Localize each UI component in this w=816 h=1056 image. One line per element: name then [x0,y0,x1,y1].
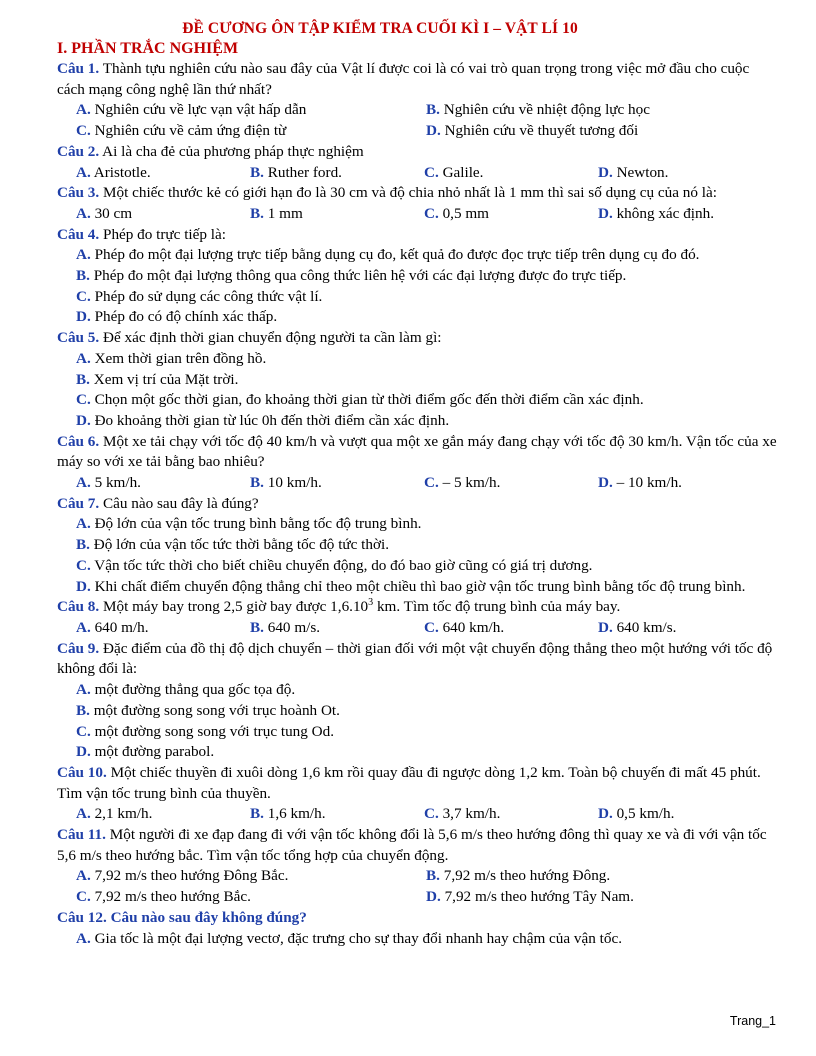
option-c: C. 640 km/h. [424,618,505,636]
option-b: B. một đường song song với trục hoành Ot. [76,701,340,719]
question-7 [57,494,777,515]
option-b: B. Ruther ford. [250,163,342,181]
option-d: D. không xác định. [598,204,714,222]
question-number: Câu 4. [57,225,100,243]
question-number: Câu 1. [57,60,100,77]
question-4 [57,225,777,246]
options-row [57,473,777,494]
question-number: Câu 10. [57,763,107,781]
page-number: Trang_1 [729,1014,776,1028]
question-6 [57,432,777,473]
question-3 [57,183,777,204]
option-c: C. 0,5 mm [424,204,489,222]
options-row [57,100,777,121]
options-row [57,163,777,184]
option-c: C. Nghiên cứu về cảm ứng điện từ [76,122,287,140]
options-row [57,804,777,825]
option-d: D. Đo khoảng thời gian từ lúc 0h đến thời điểm cần xác định. [76,411,450,429]
option-c: C. một đường song song với trục tung Od. [76,722,335,740]
option-b: B. 7,92 m/s theo hướng Đông. [426,867,611,885]
question-1 [57,59,777,100]
question-number: Câu 5. [57,329,100,347]
option-d: D. một đường parabol. [76,743,215,761]
option-a: A. Aristotle. [76,163,151,181]
option-b: B. Nghiên cứu về nhiệt động lực học [426,101,650,119]
options-row [57,887,777,908]
option-c: C. 7,92 m/s theo hướng Bắc. [76,888,251,906]
question-number: Câu 11. [57,826,106,844]
question-11 [57,825,777,866]
option-d: D. Khi chất điểm chuyển động thẳng chỉ theo một chiều thì bao giờ vận tốc trung bình bằng tốc độ trung bình. [76,577,746,595]
question-9 [57,639,777,680]
option-b: B. Xem vị trí của Mặt trời. [76,370,239,388]
question-text: Ai là cha đẻ của phương pháp thực nghiệm [102,142,364,160]
question-text: Một người đi xe đạp đang đi với vận tốc không đổi là 5,6 m/s theo hướng đông thì quay xe và đi với vận tốc 5,6 m/s theo hướng bắc. Tìm vận tốc tổng hợp của chuyển động. [57,826,767,864]
exponent: 3 [368,597,374,609]
question-number: Câu 8. [57,598,100,616]
option-a: A. 30 cm [76,204,133,222]
question-2 [57,142,777,163]
option-c: C. 3,7 km/h. [424,805,501,823]
question-10 [57,763,777,804]
question-list [57,59,777,949]
option-a: A. một đường thẳng qua gốc tọa độ. [76,681,296,699]
question-number: Câu 12. [57,908,107,926]
question-8 [57,597,777,618]
option-d: D. Phép đo có độ chính xác thấp. [76,308,278,326]
options-row [57,204,777,225]
option-a: A. Phép đo một đại lượng trực tiếp bằng dụng cụ đo, kết quả đo được đọc trực tiếp trên dụng cụ đo đó. [76,246,700,264]
question-text: Một chiếc thuyền đi xuôi dòng 1,6 km rồi quay đầu đi ngược dòng 1,2 km. Toàn bộ chuyến đi mất 45 phút. Tìm vận tốc trung bình của thuyền. [57,763,761,802]
question-number: Câu 6. [57,432,100,450]
option-c: C. – 5 km/h. [424,474,501,492]
options-row [57,618,777,639]
option-b: B. 1,6 km/h. [250,805,326,823]
option-a: A. Gia tốc là một đại lượng vectơ, đặc trưng cho sự thay đổi nhanh hay chậm của vận tốc. [76,929,623,947]
question-number: Câu 7. [57,494,100,512]
option-b: B. 1 mm [250,204,303,222]
option-d: D. Nghiên cứu về thuyết tương đối [426,122,639,140]
section-heading: I. PHẦN TRẮC NGHIỆM [57,40,239,57]
question-5 [57,328,777,349]
option-b: B. Độ lớn của vận tốc tức thời bằng tốc độ tức thời. [76,536,390,554]
option-d: D. 0,5 km/h. [598,805,675,823]
option-a: A. 640 m/h. [76,618,149,636]
question-text: Câu nào sau đây là đúng? [103,494,259,512]
document-title: ĐỀ CƯƠNG ÔN TẬP KIỂM TRA CUỐI KÌ I – VẬT LÍ 10 [182,20,578,37]
option-b: B. 10 km/h. [250,474,322,492]
options-row [57,121,777,142]
option-d: D. Newton. [598,163,669,181]
option-c: C. Vận tốc tức thời cho biết chiều chuyển động, do đó bao giờ cũng có giá trị dương. [76,556,593,574]
option-a: A. Nghiên cứu về lực vạn vật hấp dẫn [76,101,307,119]
option-a: A. 2,1 km/h. [76,805,153,823]
option-d: D. 7,92 m/s theo hướng Tây Nam. [426,888,634,906]
question-text: Đặc điểm của đồ thị độ dịch chuyển – thời gian đối với một vật chuyển động thẳng theo một hướng với tốc độ không đổi là: [57,639,773,678]
option-c: C. Galile. [424,163,484,181]
question-number: Câu 2. [57,142,100,160]
option-d: D. – 10 km/h. [598,474,682,492]
question-text: Để xác định thời gian chuyển động người ta cần làm gì: [103,329,442,347]
question-text: Phép đo trực tiếp là: [103,225,226,243]
options-row [57,866,777,887]
option-c: C. Chọn một gốc thời gian, đo khoảng thời gian từ thời điểm gốc đến thời điểm cần xác định. [76,391,644,409]
question-text: Một chiếc thước kẻ có giới hạn đo là 30 cm và độ chia nhỏ nhất là 1 mm thì sai số dụng cụ của nó là: [103,184,717,202]
option-d: D. 640 km/s. [598,618,677,636]
question-text: Thành tựu nghiên cứu nào sau đây của Vật lí được coi là có vai trò quan trọng trong việc mở đầu cho cuộc cách mạng công nghệ lần thứ nhất? [57,60,750,98]
option-b: B. Phép đo một đại lượng thông qua công thức liên hệ với các đại lượng được đo trực tiếp. [76,267,627,285]
option-a: A. Độ lớn của vận tốc trung bình bằng tốc độ trung bình. [76,515,422,533]
question-number: Câu 9. [57,639,100,657]
question-text: Một xe tải chạy với tốc độ 40 km/h và vượt qua một xe gắn máy đang chạy với tốc độ 30 km/h. Vận tốc của xe máy so với xe tải bằng bao nhiêu? [57,432,777,471]
question-12 [57,908,777,929]
option-c: C. Phép đo sử dụng các công thức vật lí. [76,287,323,305]
question-text-cont: km. Tìm tốc độ trung bình của máy bay. [373,598,621,616]
question-text: Một máy bay trong 2,5 giờ bay được 1,6.10 [103,598,369,616]
question-text: Câu nào sau đây không đúng? [110,908,307,926]
option-a: A. 7,92 m/s theo hướng Đông Bắc. [76,867,289,885]
option-b: B. 640 m/s. [250,618,321,636]
question-number: Câu 3. [57,184,100,202]
option-a: A. Xem thời gian trên đồng hồ. [76,349,267,367]
option-a: A. 5 km/h. [76,474,141,492]
